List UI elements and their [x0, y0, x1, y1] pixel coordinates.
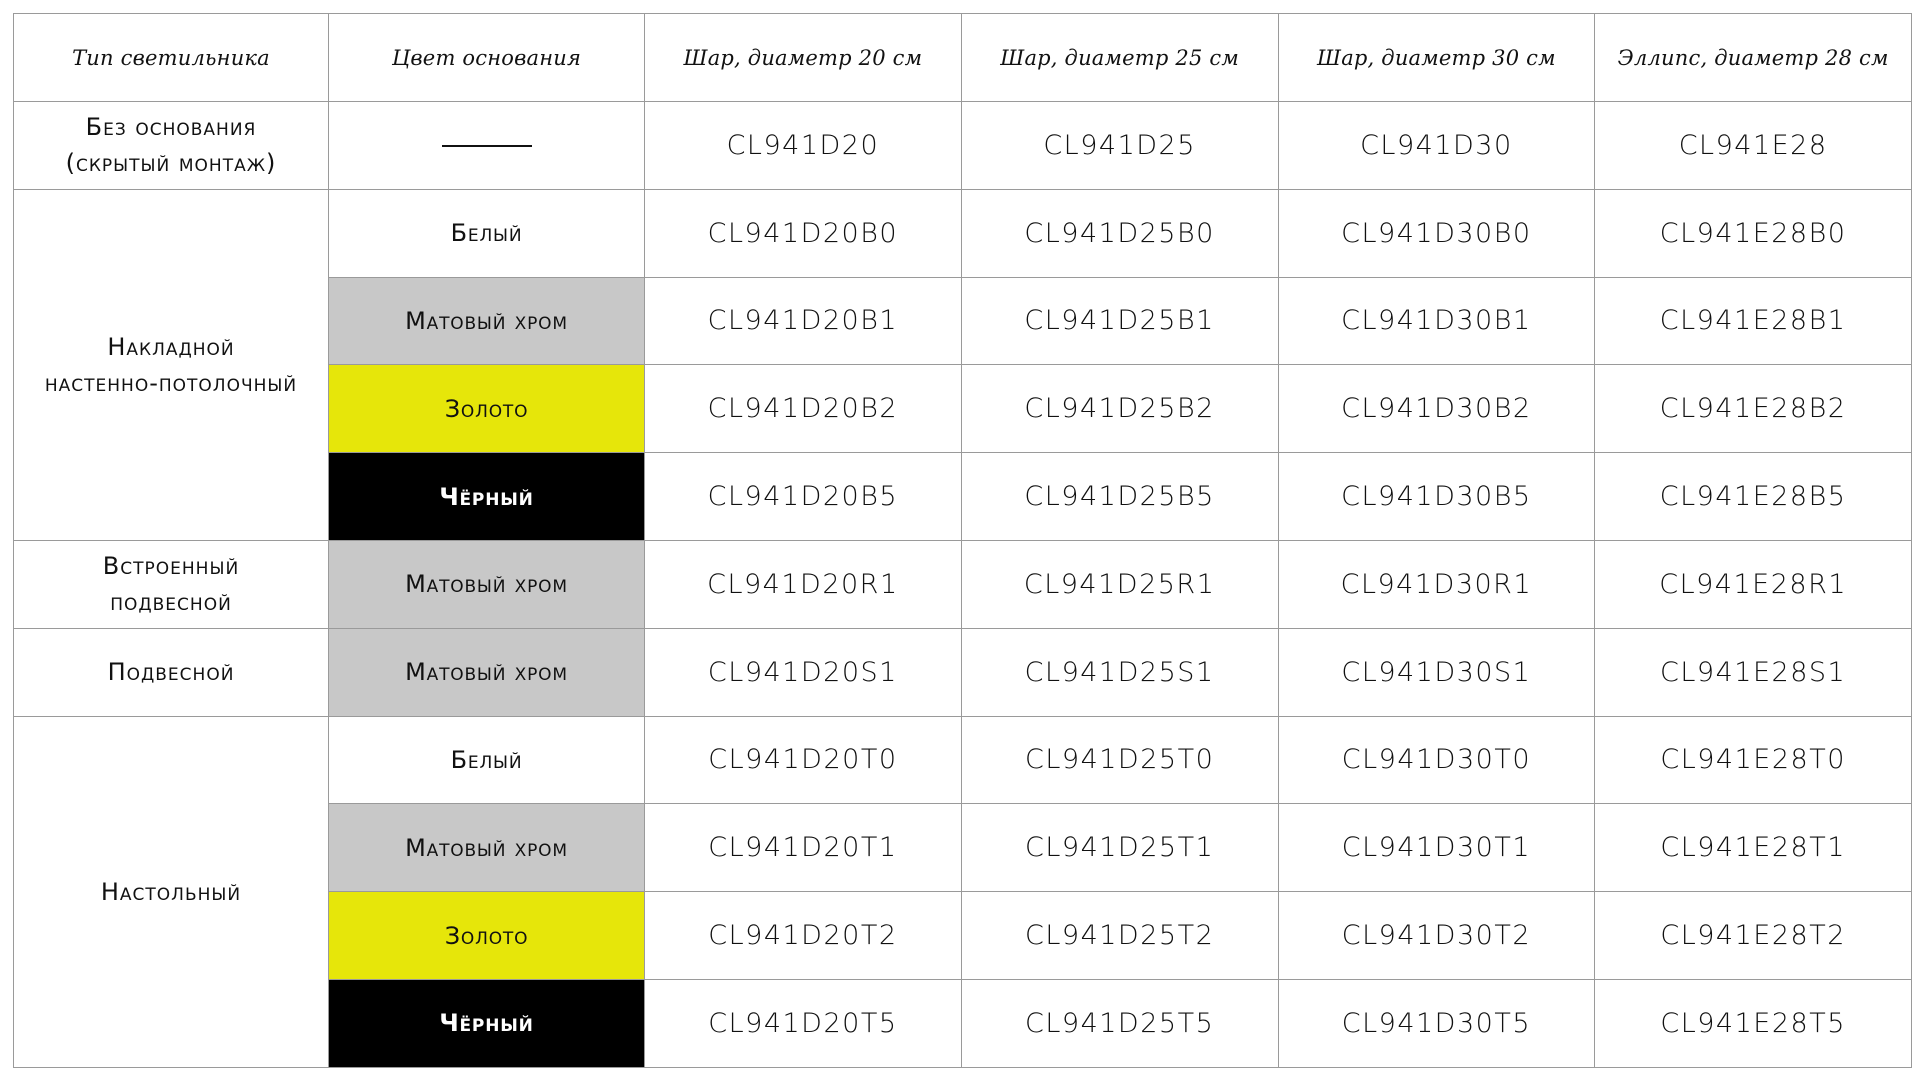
base-color-cell: [329, 628, 645, 716]
article-code-cell: CL941D20B5: [645, 453, 962, 541]
article-code-cell: CL941E28R1: [1595, 540, 1912, 628]
no-base-dash: [442, 145, 532, 147]
article-code-cell: CL941E28B1: [1595, 277, 1912, 365]
article-code-cell: CL941D25T5: [961, 979, 1278, 1067]
base-color-cell: [329, 540, 645, 628]
article-code-cell: CL941D25B1: [961, 277, 1278, 365]
base-color-cell: [329, 277, 645, 365]
table-row: [14, 628, 1912, 716]
article-code-cell: CL941D30B0: [1278, 189, 1595, 277]
lamp-type-line: подвесной: [110, 588, 232, 617]
article-code-cell: CL941E28T5: [1595, 979, 1912, 1067]
article-code-cell: CL941D20T0: [645, 716, 962, 804]
header-type: Тип светильника: [14, 14, 329, 102]
article-code-cell: CL941D20: [645, 102, 962, 190]
lamp-type-line: Подвесной: [107, 658, 235, 687]
article-code-cell: CL941E28B2: [1595, 365, 1912, 453]
article-code-cell: CL941D25: [961, 102, 1278, 190]
lamp-type-cell: [14, 189, 329, 540]
article-code-cell: CL941D20S1: [645, 628, 962, 716]
base-color-label: Матовый хром: [405, 306, 568, 335]
article-code-cell: CL941D20R1: [645, 540, 962, 628]
header-size-30: Шар, диаметр 30 см: [1278, 14, 1595, 102]
base-color-cell: [329, 365, 645, 453]
article-code-cell: CL941D30T5: [1278, 979, 1595, 1067]
base-color-label: Матовый хром: [405, 658, 568, 687]
article-code-cell: CL941D30R1: [1278, 540, 1595, 628]
article-code-cell: CL941E28S1: [1595, 628, 1912, 716]
base-color-cell: [329, 189, 645, 277]
base-color-cell: [329, 892, 645, 980]
article-code-cell: CL941D25B5: [961, 453, 1278, 541]
base-color-label: Матовый хром: [405, 570, 568, 599]
article-code-cell: CL941D20B2: [645, 365, 962, 453]
base-color-cell: [329, 716, 645, 804]
article-code-cell: CL941D25T0: [961, 716, 1278, 804]
article-code-cell: CL941D30B5: [1278, 453, 1595, 541]
lamp-type-cell: [14, 540, 329, 628]
header-size-20: Шар, диаметр 20 см: [645, 14, 962, 102]
article-code-cell: CL941D25B0: [961, 189, 1278, 277]
lamp-type-cell: [14, 102, 329, 190]
base-color-label: Золото: [444, 394, 529, 423]
base-color-label: Белый: [450, 745, 523, 774]
table-wrapper: [13, 13, 1911, 1067]
base-color-label: Чёрный: [439, 1009, 534, 1038]
article-code-cell: CL941D20B1: [645, 277, 962, 365]
base-color-cell: [329, 804, 645, 892]
article-code-cell: CL941D30B1: [1278, 277, 1595, 365]
lamp-type-line: Встроенный: [102, 552, 240, 581]
header-ellipse-28: Эллипс, диаметр 28 см: [1595, 14, 1912, 102]
article-code-cell: CL941E28: [1595, 102, 1912, 190]
article-code-cell: CL941D20T1: [645, 804, 962, 892]
header-color: Цвет основания: [329, 14, 645, 102]
base-color-label: Матовый хром: [405, 833, 568, 862]
lamp-codes-table: [13, 13, 1912, 1068]
article-code-cell: CL941E28T0: [1595, 716, 1912, 804]
table-row: [14, 716, 1912, 804]
article-code-cell: CL941D30T0: [1278, 716, 1595, 804]
lamp-type-line: Накладной: [107, 332, 235, 361]
article-code-cell: CL941D25S1: [961, 628, 1278, 716]
article-code-cell: CL941D30T2: [1278, 892, 1595, 980]
base-color-cell: [329, 979, 645, 1067]
table-row: [14, 102, 1912, 190]
base-color-label: Чёрный: [439, 482, 534, 511]
base-color-cell: [329, 453, 645, 541]
header-row: [14, 14, 1912, 102]
lamp-type-line: Настольный: [100, 877, 242, 906]
base-color-cell: [329, 102, 645, 190]
lamp-type-cell: [14, 716, 329, 1067]
article-code-cell: CL941D25B2: [961, 365, 1278, 453]
table-row: [14, 540, 1912, 628]
article-code-cell: CL941D20T2: [645, 892, 962, 980]
lamp-type-line: настенно-потолочный: [44, 368, 298, 397]
article-code-cell: CL941D25R1: [961, 540, 1278, 628]
article-code-cell: CL941E28B0: [1595, 189, 1912, 277]
header-size-25: Шар, диаметр 25 см: [961, 14, 1278, 102]
article-code-cell: CL941E28B5: [1595, 453, 1912, 541]
article-code-cell: CL941D20T5: [645, 979, 962, 1067]
article-code-cell: CL941D25T1: [961, 804, 1278, 892]
article-code-cell: CL941E28T2: [1595, 892, 1912, 980]
article-code-cell: CL941D30S1: [1278, 628, 1595, 716]
table-row: [14, 189, 1912, 277]
lamp-type-line: Без основания: [85, 113, 257, 142]
article-code-cell: CL941D30T1: [1278, 804, 1595, 892]
article-code-cell: CL941D30B2: [1278, 365, 1595, 453]
article-code-cell: CL941E28T1: [1595, 804, 1912, 892]
base-color-label: Белый: [450, 219, 523, 248]
article-code-cell: CL941D25T2: [961, 892, 1278, 980]
article-code-cell: CL941D30: [1278, 102, 1595, 190]
article-code-cell: CL941D20B0: [645, 189, 962, 277]
lamp-type-line: (скрытый монтаж): [65, 149, 277, 178]
base-color-label: Золото: [444, 921, 529, 950]
table-body: [14, 102, 1912, 1068]
lamp-type-cell: [14, 628, 329, 716]
